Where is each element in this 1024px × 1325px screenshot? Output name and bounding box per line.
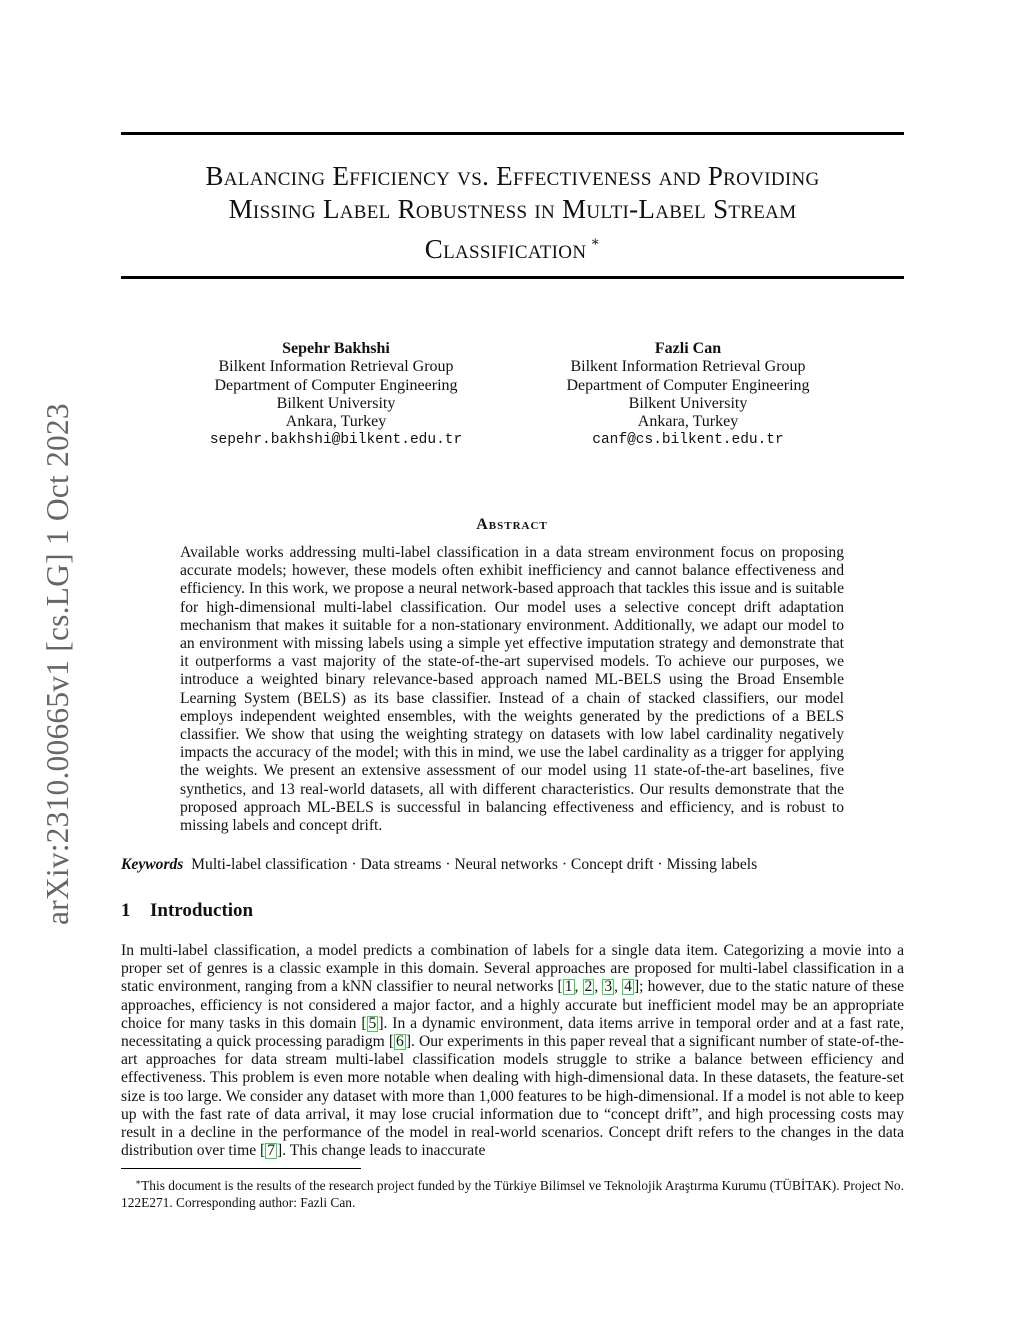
citation-link[interactable]: 2 [584,978,593,996]
title-line-3-text: Classification [424,234,587,264]
keywords-text: Multi-label classification · Data streams · Neural networks · Concept drift · Missing labels [191,856,758,873]
arxiv-sidebar-stamp: arXiv:2310.00665v1 [cs.LG] 1 Oct 2023 [40,403,75,925]
introduction-body [121,942,904,1160]
citation-link[interactable]: 1 [564,978,573,996]
citation-link[interactable]: 5 [368,1014,377,1032]
title-line-2: Missing Label Robustness in Multi-Label Stream [228,194,797,224]
section-heading [121,900,253,922]
author-location: Ankara, Turkey [285,413,387,431]
footnote-text: This document is the results of the research project funded by the Türkiye Bilimsel ve Teknolojik Araştırma Kurumu (TÜBİTAK). Project No. 122E271. Corresponding author: Fazli Can. [121,1178,904,1210]
section-title: Introduction [150,900,254,921]
keywords-label: Keywords [121,856,184,873]
author-block-2 [538,340,838,450]
author-location: Ankara, Turkey [637,413,739,431]
author-group: Bilkent Information Retrieval Group [570,358,806,376]
intro-text: . This change leads to inaccurate [282,1142,486,1160]
author-name: Fazli Can [654,340,722,357]
footnote-mark: ∗ [135,1177,142,1187]
intro-text: In multi-label classification, a model predicts a combination of labels for a single data item. Categorizing a movie into a proper set of genres is a classic example in this domain. Several approaches are proposed for multi-label classification in a static environment, ranging from a kNN classifier to neural networks [121,942,904,996]
abstract-text: Available works addressing multi-label classification in a data stream environment focus on proposing accurate models; however, these models often exhibit inefficiency and cannot balance effectiveness and efficiency. In this work, we propose a neural network-based approach that tackles this issue and is suitable for high-dimensional multi-label classification. Our model uses a selective concept drift adaptation mechanism that makes it suitable for a non-stationary environment. Additionally, we adapt our model to an environment with missing labels using a simple yet effective imputation strategy and demonstrate that it outperforms a vast majority of the state-of-the-art supervised models. To achieve our purposes, we introduce a weighted binary relevance-based approach named ML-BELS using the Broad Ensemble Learning System (BELS) as its base classifier. Instead of a chain of stacked classifiers, our model employs independent weighted ensembles, with the weights generated by the predictions of a BELS classifier. We show that using the weighting strategy on datasets with low label cardinality negatively impacts the accuracy of the model; with this in mind, we use the label cardinality as a trigger for applying the weights. We present an extensive assessment of our model using 11 state-of-the-art baselines, five synthetics, and 13 real-world datasets, all with different characteristics. Our results demonstrate that the proposed approach ML-BELS is successful in balancing effectiveness and efficiency, and is robust to missing labels and concept drift. [180,544,844,835]
title-line-1: Balancing Efficiency vs. Effectiveness and Providing [205,161,820,191]
title-footnote-mark[interactable]: ∗ [590,235,601,250]
author-group: Bilkent Information Retrieval Group [218,358,454,376]
author-email[interactable]: canf@cs.bilkent.edu.tr [592,432,784,449]
intro-text: . In a dynamic environment, data items arrive in temporal order and at a fast rate, necessitating a quick processing paradigm [121,1014,904,1051]
author-block-1 [186,340,486,450]
footnote-rule [121,1168,361,1169]
intro-paragraph: In multi-label classification, a model predicts a combination of labels for a single data item. Categorizing a movie into a proper set of genres is a classic example in this domain. Several approaches are proposed for multi-label classification in a static environment, ranging from a kNN classifier to neural networks [ 1 , 2 , 3 , 4 ]; however, due to the static nature of these approaches, efficiency is not considered a major factor, and a highly accurate but inefficient model may be an appropriate choice for many tasks in this domain [ 5 ]. In a dynamic environment, data items arrive in temporal order and at a fast rate, necessitating a quick processing paradigm [ 6 ]. Our experiments in this paper reveal that a significant number of state-of-the-art approaches for data stream multi-label classification models struggle to strike a balance between efficiency and effectiveness. This problem is even more notable when dealing with high-dimensional data. In these datasets, the feature-set size is too large. We consider any dataset with more than 1,000 features to be high-dimensional. If a model is not able to keep up with the fast rate of data arrival, it may lose crucial information due to “concept drift”, and high processing costs may result in a decline in the performance of the model in real-world scenarios. Concept drift refers to the changes in the data distribution over time [ 7 ]. This change leads to inaccurate [121,942,904,1160]
citation-link[interactable]: 7 [267,1142,276,1160]
author-dept: Department of Computer Engineering [214,376,458,394]
citation-link[interactable]: 4 [624,978,632,996]
title-top-rule [121,132,904,135]
abstract-body [180,544,844,835]
footnote [121,1174,904,1211]
author-email[interactable]: sepehr.bakhshi@bilkent.edu.tr [209,432,463,449]
abstract-heading: Abstract [476,516,548,533]
author-dept: Department of Computer Engineering [566,376,810,394]
author-name: Sepehr Bakhshi [282,340,390,357]
intro-text: . Our experiments in this paper reveal that a significant number of state-of-the-art approaches for data stream multi-label classification models struggle to strike a balance between efficiency and effectiveness. This problem is even more notable when dealing with high-dimensional data. In these datasets, the feature-set size is too large. We consider any dataset with more than 1,000 features to be high-dimensional. If a model is not able to keep up with the fast rate of data arrival, it may lose crucial information due to “concept drift”, and high processing costs may result in a decline in the performance of the model in real-world scenarios. Concept drift refers to the changes in the data distribution over time [121,1033,904,1160]
paper-title [121,160,904,266]
title-bottom-rule [121,276,904,279]
intro-text: ; however, due to the static nature of these approaches, efficiency is not considered a major factor, and a highly accurate but inefficient model may be an appropriate choice for many tasks in this domain [121,978,904,1032]
author-university: Bilkent University [628,394,748,412]
author-university: Bilkent University [276,394,396,412]
citation-link[interactable]: 3 [604,978,613,996]
title-line-3 [121,226,904,266]
section-number: 1 [121,900,131,921]
citation-link[interactable]: 6 [396,1033,404,1051]
keywords-line [121,856,757,874]
